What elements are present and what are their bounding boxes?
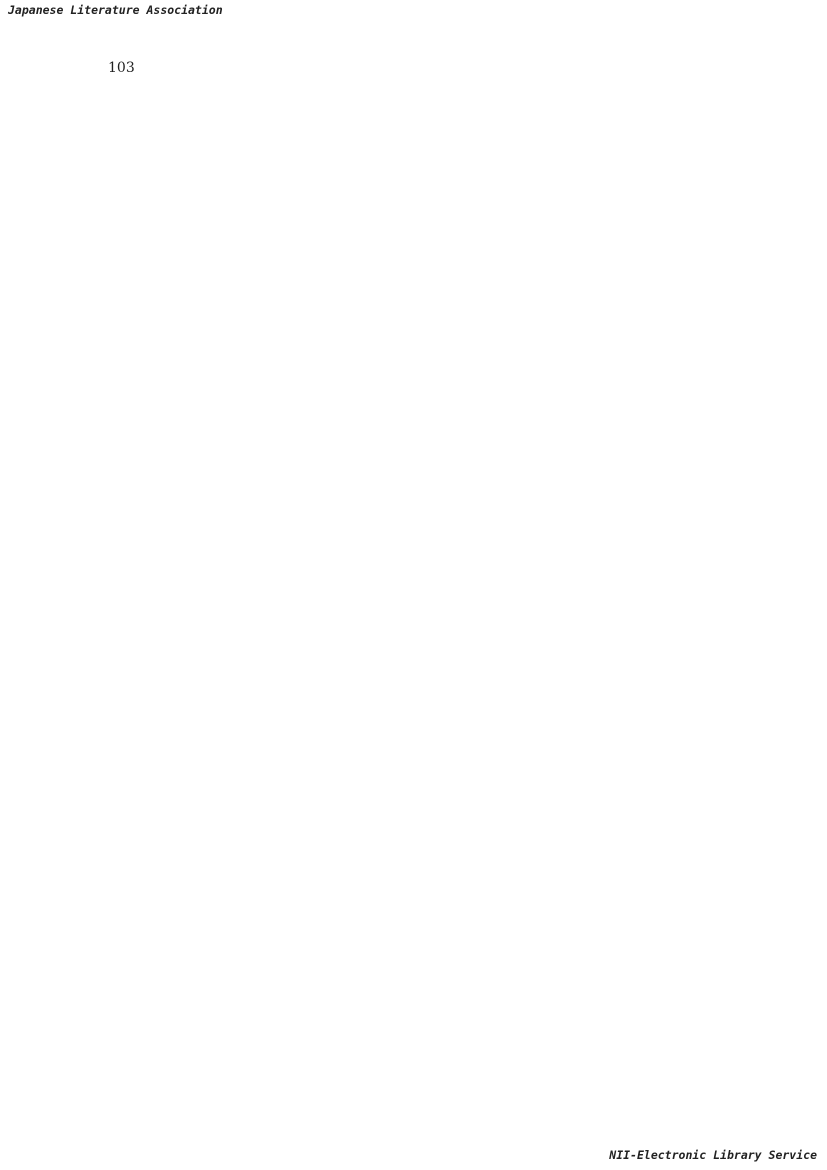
service-footer: NII-Electronic Library Service — [609, 1148, 817, 1162]
society-header: Japanese Literature Association — [8, 3, 223, 17]
page-number: 103 — [108, 60, 135, 76]
